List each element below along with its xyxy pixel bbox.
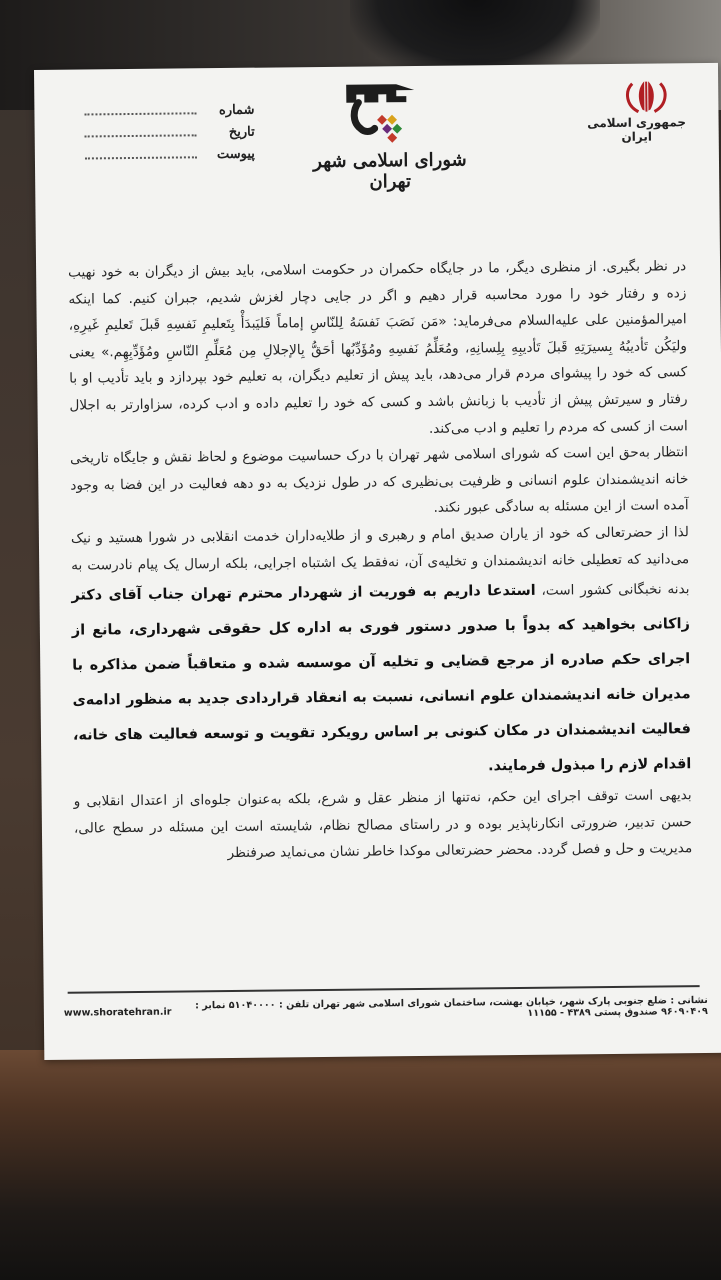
body-paragraph-3 (71, 519, 692, 789)
body-paragraph-1: در نظر بگیری. از منظری دیگر، ما در جایگاه حکمران در حکومت اسلامی، باید بیش از دیگران به خود نهیب زده و رفتار خود را مورد محاسبه قرار دهیم و اگر در جایی دچار لغزش شدیم، جبران کنیم. کما اینکه امیرالمؤمنین علی علیه‌السلام می‌فرماید: «مَن نَصَبَ نَفسَهُ لِلنّاسِ إماماً فَلیَبدَأْ بِتَعلیمِ نَفسِهِ قَبلَ تَعلیمِ غَیرِهِ، ولیَکُن تَأدیبُهُ بِسیرَتِهِ قَبلَ تَأدیبِهِ بِلِسانِهِ، ومُعَلِّمُ نَفسِهِ ومُؤَدِّبُها أحَقُّ بِالإجلالِ مِن مُعَلِّمِ النّاسِ ومُؤَدِّبِهِم.» یعنی کسی که خود را پیشوای مردم قرار می‌دهد، باید پیش از تعلیم دیگران، به تعلیم خود بپردازد و باید تأدیب او با رفتار و سیرتش پیش از تأدیب با زبانش باشد و کسی که خود را تعلیم داده و ادب کرده، سزاوارتر به اجلال است از کسی که مردم را تعلیم و ادب می‌کند. (68, 258, 688, 437)
letter-body (68, 253, 692, 868)
request-intro: لذا از حضرتعالی که خود از یاران صدیق امام و رهبری و از طلایه‌داران خدمت انقلابی در شورا هستید و نیک می‌دانید که تعطیلی خانه اندیشمندان و تخلیه‌ی آن، نه‌فقط یک اشتباه اجرایی، بلکه ارسال یک پیام نادرست به بدنه نخبگانی کشور است، (70, 524, 690, 599)
request-bold-text: استدعا داریم به فوریت از شهردار محترم تهران جناب آقای دکتر زاکانی بخواهید که بدواً با صدور دستور فوری به اداره کل حقوقی شهرداری، مانع از اجرای حکم صادره از مرجع قضایی و تخلیه آن موسسه شده و متعاقباً ضمن مذاکره با مدیران خانه اندیشمندان علوم انسانی، نسبت به انعقاد قراردادی جدید به منظور ادامه‌ی فعالیت اندیشمندان در مکان کنونی بر اساس رویکرد تقویت و توسعه فعالیت های خانه، اقدام لازم را مبذول فرمایند. (71, 582, 692, 775)
body-paragraph-2: انتظار به‌حق این است که شورای اسلامی شهر تهران با درک حساسیت موضوع و لحاظ نقش و جایگاه تاریخی خانه اندیشمندان علوم انسانی و ظرفیت بی‌نظیری که در طول نزدیک به دو دهه فعالیت در این فضا به وجود آمده است از این مسئله به سادگی عبور نکند. (69, 444, 689, 517)
country-name: جمهوری اسلامی ایران (587, 115, 687, 144)
letter-meta (84, 102, 255, 170)
council-name: شورای اسلامی شهر تهران (313, 149, 467, 193)
meta-date-label: تاریخ (228, 124, 255, 140)
meta-date-dots (85, 124, 197, 137)
meta-number-label: شماره (218, 102, 255, 119)
body-paragraph-4: بدیهی است توقف اجرای این حکم، نه‌تنها از منظر عقل و شرع، بلکه به‌عنوان جلوه‌ای از اعتدال انقلابی و حسن تدبیر، ضرورتی انکارناپذیر بوده و در راستای مصالح نظام، شایسته است این مسئله در سطح عالی، مدیریت و حل و فصل گردد. محضر حضرتعالی موکدا خاطر نشان می‌نماید صرفنظر (73, 787, 693, 862)
footer-website: www.shoratehran.ir (63, 1006, 172, 1019)
iran-emblem-icon (614, 75, 678, 116)
letter-page (34, 63, 721, 1060)
background-desk-bottom (0, 1050, 721, 1280)
footer (64, 995, 708, 1024)
meta-attachment-label: پیوست (216, 146, 255, 163)
footer-divider (68, 985, 700, 994)
footer-address: نشانی : ضلع جنوبی پارک شهر، خیابان بهشت، ساختمان شورای اسلامی شهر تهران تلفن : ۵۱۰۴۰۰۰۰ نمابر : ۹۶۰۹۰۴۰۹ صندوق پستی ۴۳۸۹ - ۱۱۱۵۵ (194, 994, 708, 1019)
council-logo-icon (334, 76, 425, 147)
meta-number-dots (84, 102, 196, 115)
meta-attachment (85, 146, 255, 170)
meta-number (84, 102, 254, 126)
meta-attachment-dots (85, 146, 197, 159)
meta-date (85, 124, 255, 148)
